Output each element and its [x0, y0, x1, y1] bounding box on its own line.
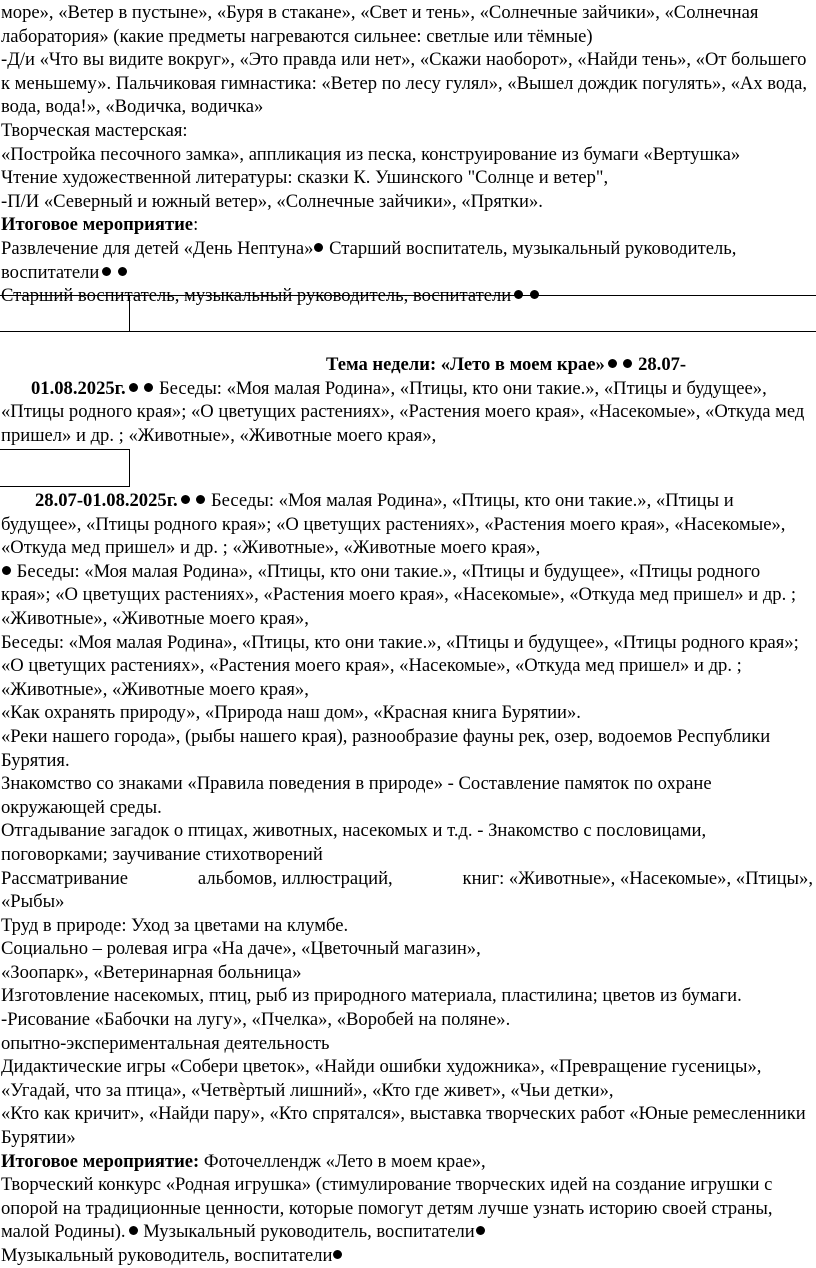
- conversations-text-c: Беседы: «Моя малая Родина», «Птицы, кто они такие.», «Птицы и будущее», «Птицы родного края»; «О цветущих растениях», «Растения моего края», «Насекомые», «Откуда мед пришел» и др. ; «Животные», «Животные моего края»,: [1, 560, 797, 629]
- last-responsible-text: Музыкальный руководитель, воспитатели: [1, 1245, 333, 1266]
- paragraph-signs: Знакомство со знаками «Правила поведения в природе» - Составление памяток по охране окружающей среды.: [1, 773, 712, 818]
- table-border-bottom: [0, 331, 816, 332]
- bullet-icon: [102, 267, 111, 276]
- paragraph-conversations-c: [1, 560, 813, 631]
- section-week-plan: [1, 489, 813, 1268]
- paragraph-zoo: «Зоопарк», «Ветеринарная больница»: [1, 961, 302, 983]
- neptune-day-text: Развлечение для детей «День Нептуна»: [1, 237, 314, 259]
- paragraph-nature: «Как охранять природу», «Природа наш дом», «Красная книга Бурятии».: [1, 702, 581, 724]
- paragraph-roleplay: Социально – ролевая игра «На даче», «Цветочный магазин»,: [1, 938, 481, 960]
- bullet-icon: [181, 495, 190, 504]
- paragraph-dates-conversations: [1, 489, 813, 560]
- paragraph-experiment: опытно-экспериментальная деятельность: [1, 1032, 330, 1054]
- final-event-text-2: Фоточеллендж «Лето в моем крае»,: [199, 1150, 486, 1172]
- paragraph-workshop: «Постройка песочного замка», аппликация из песка, конструирование из бумаги «Вертушка»: [1, 143, 741, 165]
- paragraph-conversations-d: Беседы: «Моя малая Родина», «Птицы, кто они такие.», «Птицы и будущее», «Птицы родного края»; «О цветущих растениях», «Растения моего края», «Насекомые», «Откуда мед пришел» и др. ; «Животные», «Животные моего края»,: [1, 631, 799, 700]
- bullet-icon: [144, 383, 153, 392]
- conversations-text: Беседы: «Моя малая Родина», «Птицы, кто они такие.», «Птицы и будущее», «Птицы родного края»; «О цветущих растениях», «Растения моего края», «Насекомые», «Откуда мед пришел» и др. ; «Животные», «Животные моего края»,: [1, 377, 805, 446]
- paragraph-who-cries: «Кто как кричит», «Найди пару», «Кто спрятался», выставка творческих работ «Юные ремесленники Бурятии»: [1, 1103, 806, 1149]
- contest-text: Творческий конкурс «Родная игрушка» (стимулирование творческих идей на создание игрушки с опорой на традиционные ценности, которые помогут детям лучше узнать историю своей страны, малой Родины).: [1, 1174, 773, 1243]
- bullet-icon: [333, 1250, 342, 1259]
- theme-title: Тема недели: «Лето в моем крае»: [326, 354, 605, 375]
- bullet-icon: [608, 359, 617, 368]
- bullet-icon: [2, 566, 11, 575]
- paragraph-reading: Чтение художественной литературы: сказки К. Ушинского "Солнце и ветер",: [1, 167, 609, 189]
- theme-dates-start: 28.07-: [633, 354, 687, 375]
- paragraph-neptune-day: [1, 237, 813, 284]
- contest-responsible: Музыкальный руководитель, воспитатели: [138, 1221, 475, 1243]
- final-event-label: Итоговое мероприятие: [1, 214, 194, 236]
- paragraph-albums-end: «Рыбы»: [1, 891, 65, 913]
- neptune-day-responsible: Старший воспитатель, музыкальный руководитель, воспитатели: [1, 237, 737, 283]
- paragraph-didactic-games: -Д/и «Что вы видите вокруг», «Это правда или нет», «Скажи наоборот», «Найди тень», «От большего к меньшему». Пальчиковая гимнастика: «Ветер по лесу гулял», «Вышел дождик погулять», «Ах вода, вода, вода!», «Водичка, водичка»: [1, 49, 808, 118]
- conversations-text-b: Беседы: «Моя малая Родина», «Птицы, кто они такие.», «Птицы и будущее», «Птицы родного края»; «О цветущих растениях», «Растения моего края», «Насекомые», «Откуда мед пришел» и др. ; «Животные», «Животные моего края»,: [1, 490, 786, 559]
- bullet-icon: [314, 243, 323, 252]
- bullet-icon: [476, 1226, 485, 1235]
- bullet-icon: [129, 383, 138, 392]
- paragraph-crafts: Изготовление насекомых, птиц, рыб из природного материала, пластилина; цветов из бумаги.: [1, 985, 742, 1007]
- final-event-label-2: Итоговое мероприятие:: [1, 1150, 200, 1172]
- section-theme-week: [1, 353, 813, 447]
- paragraph-drawing: -Рисование «Бабочки на лугу», «Пчелка», «Воробей на поляне».: [1, 1009, 511, 1031]
- paragraph-riddles: Отгадывание загадок о птицах, животных, насекомых и т.д. - Знакомство с пословицами, поговорками; заучивание стихотворений: [1, 820, 707, 865]
- table-column-divider: [129, 295, 130, 331]
- paragraph-last-responsible: [1, 1244, 813, 1268]
- final-event-colon: :: [193, 214, 199, 236]
- paragraph-albums: [1, 867, 813, 891]
- theme-conversations: [1, 377, 813, 448]
- paragraph-workshop-label: Творческая мастерская:: [1, 119, 188, 141]
- theme-dates-end: 01.08.2025г.: [31, 377, 126, 399]
- paragraph-final-event: [1, 213, 813, 237]
- paragraph-contest: [1, 1173, 813, 1244]
- albums-part-b: альбомов, иллюстраций,: [197, 867, 393, 889]
- paragraph-experiments: море», «Ветер в пустыне», «Буря в стакане», «Свет и тень», «Солнечные зайчики», «Солнечная лаборатория» (какие предметы нагреваются сильнее: светлые или тёмные): [1, 2, 759, 47]
- section-summer-activities: [1, 1, 813, 308]
- table-cell-box: [0, 449, 130, 487]
- theme-heading: [1, 353, 813, 377]
- responsible-text: Старший воспитатель, музыкальный руководитель, воспитатели: [1, 285, 512, 307]
- albums-part-a: Рассматривание: [1, 867, 129, 889]
- bullet-icon: [623, 359, 632, 368]
- bullet-icon: [118, 267, 127, 276]
- paragraph-final-event-2: [1, 1150, 813, 1174]
- paragraph-outdoor-games: -П/И «Северный и южный ветер», «Солнечные зайчики», «Прятки».: [1, 190, 543, 212]
- table-border-top: [0, 295, 816, 296]
- bullet-icon: [196, 495, 205, 504]
- week-dates: 28.07-01.08.2025г.: [35, 490, 178, 511]
- paragraph-labor: Труд в природе: Уход за цветами на клумбе.: [1, 914, 349, 936]
- paragraph-didactic: Дидактические игры «Собери цветок», «Найди ошибки художника», «Превращение гусеницы», «Угадай, что за птица», «Четвѐртый лишний», «Кто где живет», «Чьи детки»,: [1, 1056, 762, 1101]
- paragraph-rivers: «Реки нашего города», (рыбы нашего края), разнообразие фауны рек, озер, водоемов Республики Бурятия.: [1, 725, 771, 771]
- albums-part-c: книг: «Животные», «Насекомые», «Птицы»,: [462, 867, 813, 889]
- bullet-icon: [129, 1226, 138, 1235]
